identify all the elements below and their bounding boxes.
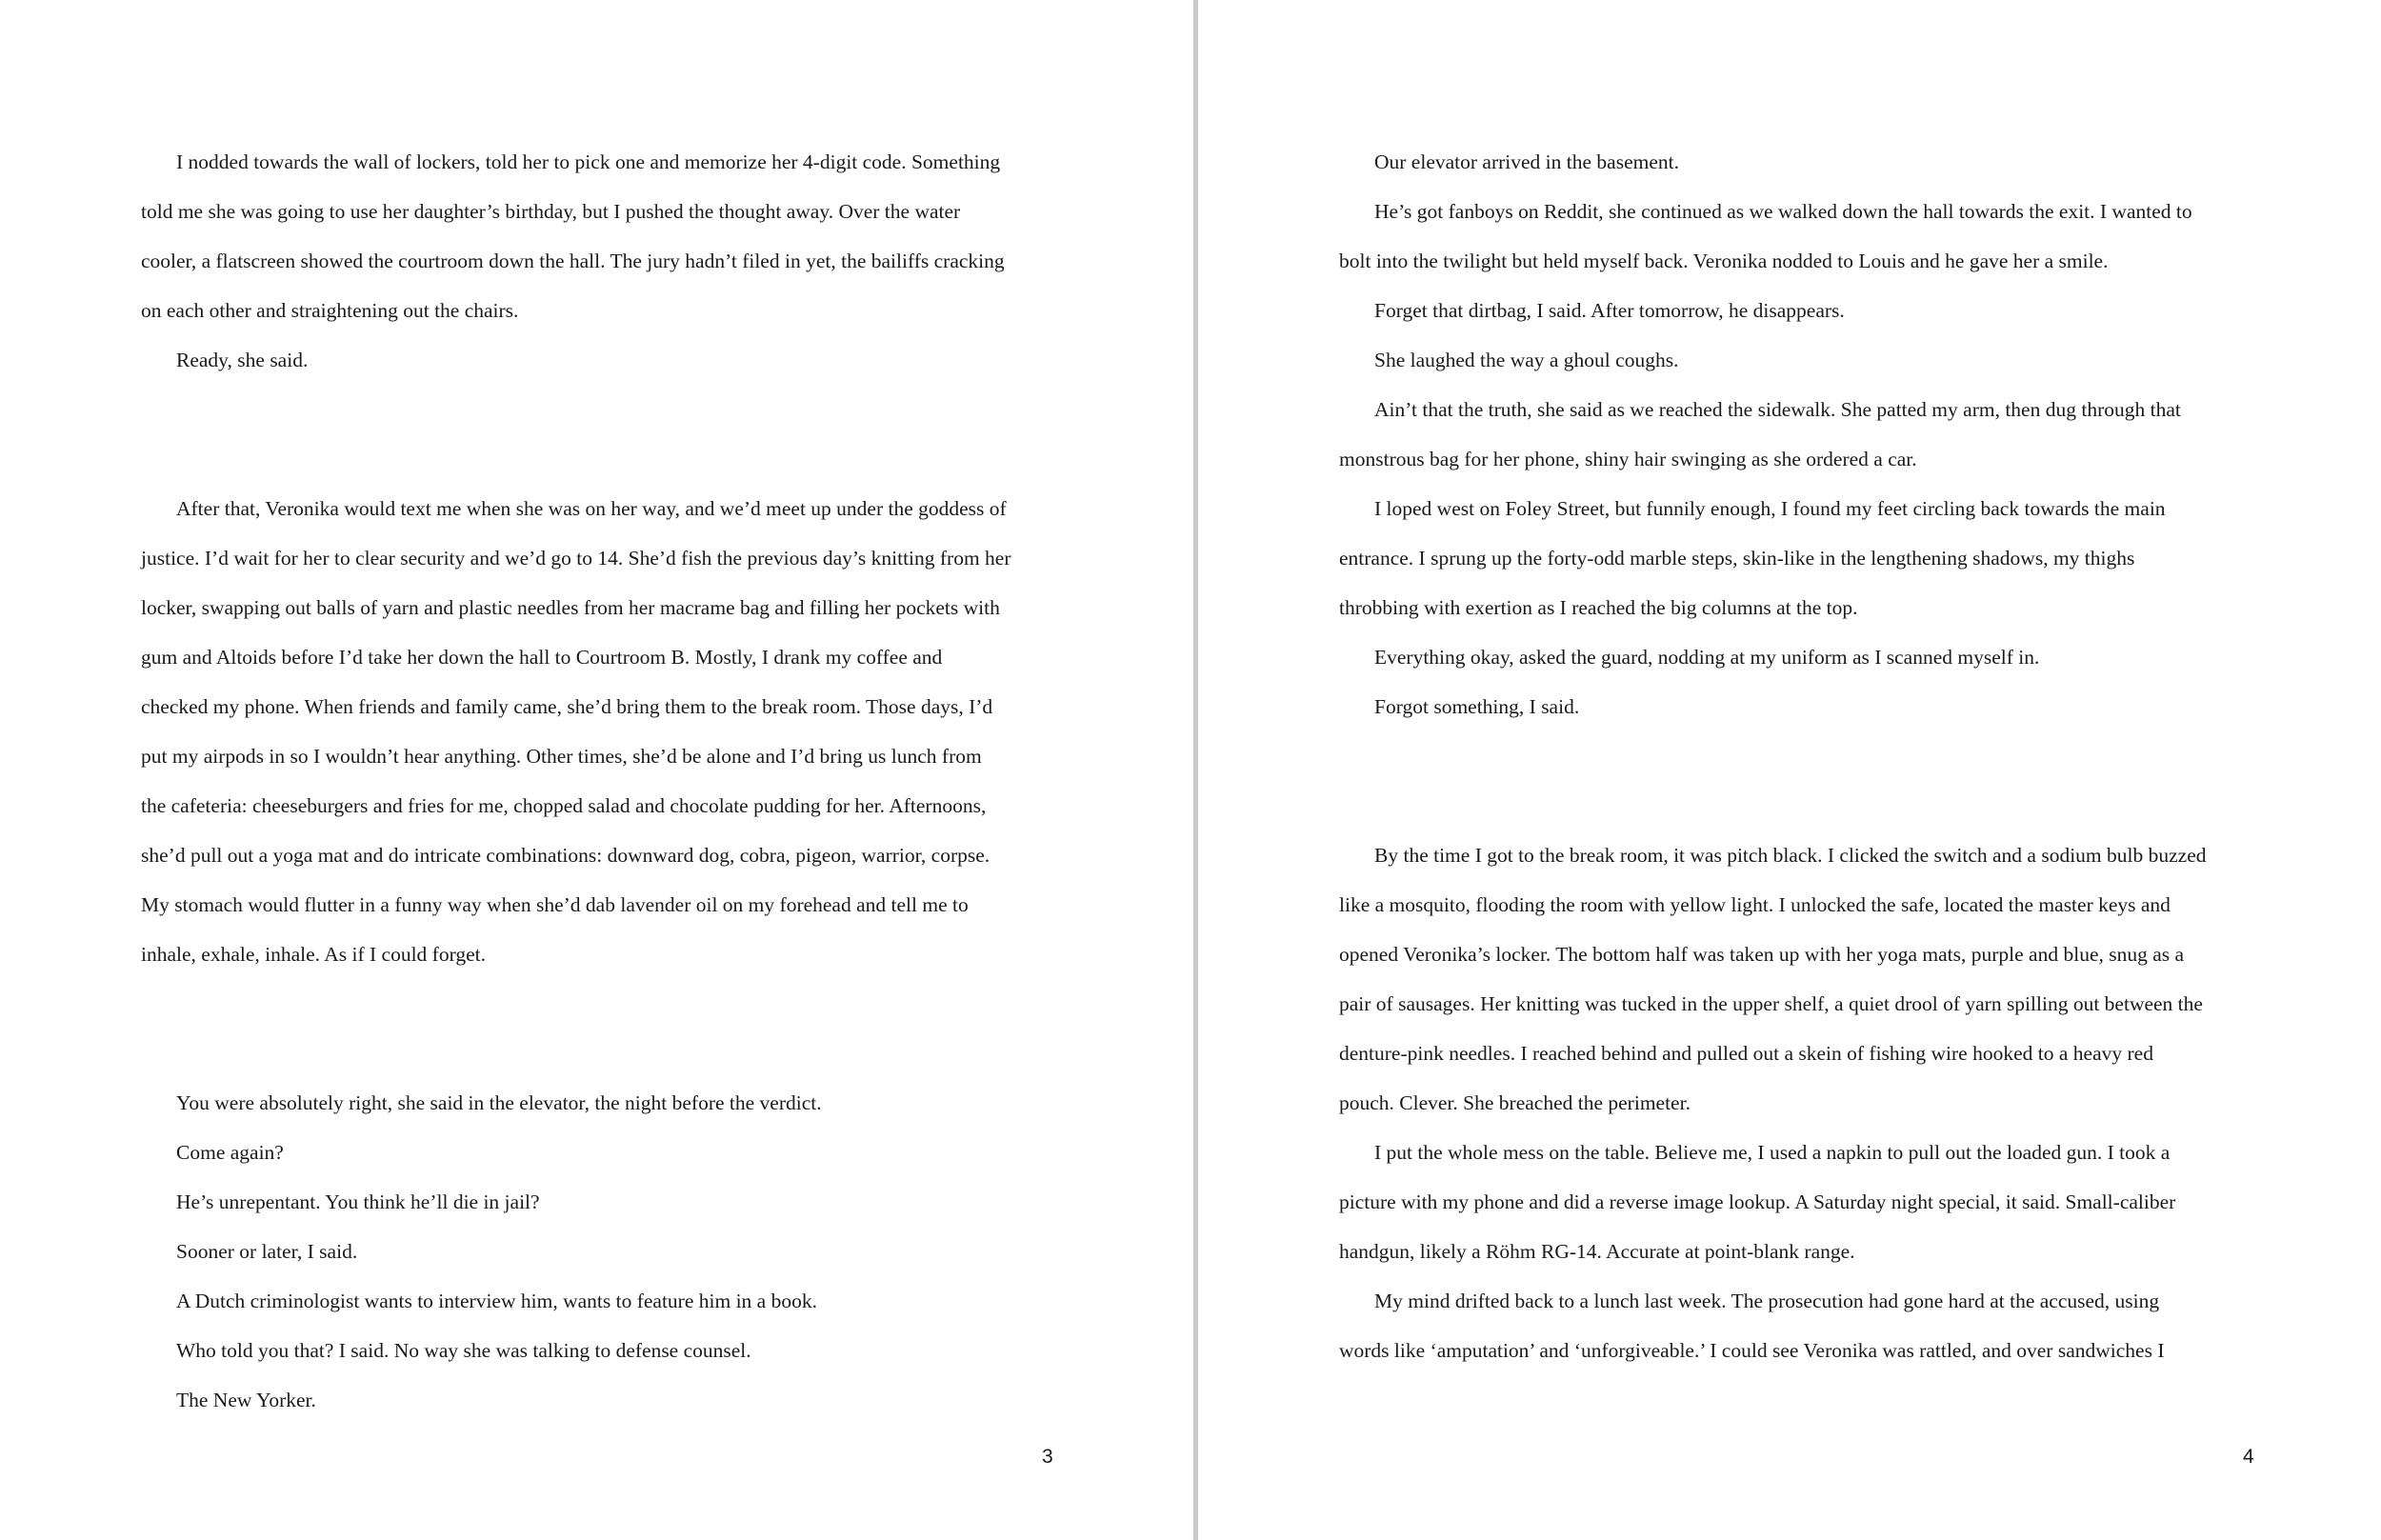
section-1 — [141, 137, 1061, 385]
text-line: words like ‘amputation’ and ‘unforgiveable.’ I could see Veronika was rattled, and over sandwiches I — [1339, 1339, 2165, 1362]
text-line: Sooner or later, I said. — [176, 1240, 358, 1263]
text-line: picture with my phone and did a reverse image lookup. A Saturday night special, it said. Small-caliber — [1339, 1190, 2176, 1213]
text-line: the cafeteria: cheeseburgers and fries for me, chopped salad and chocolate pudding for her. Afternoons, — [141, 794, 987, 817]
section-2 — [141, 484, 1061, 979]
paragraph — [1339, 335, 2259, 385]
text-line: locker, swapping out balls of yarn and plastic needles from her macrame bag and filling her pockets with — [141, 596, 1000, 619]
paragraph — [141, 1177, 1061, 1227]
text-line: I put the whole mess on the table. Believe me, I used a napkin to pull out the loaded gun. I took a — [1374, 1141, 2171, 1164]
section-1 — [1339, 137, 2259, 731]
text-line: denture-pink needles. I reached behind and pulled out a skein of fishing wire hooked to a heavy red — [1339, 1042, 2153, 1065]
text-line: Ready, she said. — [176, 349, 309, 371]
paragraph — [1339, 682, 2259, 731]
text-line: inhale, exhale, inhale. As if I could forget. — [141, 943, 487, 966]
paragraph — [1339, 1276, 2259, 1375]
page-number: 4 — [2243, 1446, 2254, 1468]
text-line: She laughed the way a ghoul coughs. — [1374, 349, 1679, 371]
text-line: I nodded towards the wall of lockers, told her to pick one and memorize her 4-digit code. Something — [176, 150, 1001, 173]
section-3 — [141, 1078, 1061, 1425]
page-4 — [1198, 0, 2381, 1540]
paragraph — [141, 1227, 1061, 1276]
page-number: 3 — [1042, 1446, 1053, 1468]
text-line: monstrous bag for her phone, shiny hair swinging as she ordered a car. — [1339, 448, 1917, 470]
paragraph — [141, 137, 1061, 335]
paragraph — [141, 1078, 1061, 1128]
text-line: Come again? — [176, 1141, 284, 1164]
text-line: on each other and straightening out the chairs. — [141, 299, 519, 322]
text-line: entrance. I sprung up the forty-odd marble steps, skin-like in the lengthening shadows, my thighs — [1339, 547, 2135, 570]
paragraph — [141, 1276, 1061, 1326]
text-line: cooler, a flatscreen showed the courtroom down the hall. The jury hadn’t filed in yet, the bailiffs cracking — [141, 250, 1005, 272]
text-line: My mind drifted back to a lunch last week. The prosecution had gone hard at the accused, using — [1374, 1290, 2160, 1312]
section-break — [1339, 731, 2259, 830]
text-line: bolt into the twilight but held myself back. Veronika nodded to Louis and he gave her a smile. — [1339, 250, 2109, 272]
paragraph — [1339, 484, 2259, 632]
paragraph — [1339, 187, 2259, 286]
paragraph — [1339, 385, 2259, 484]
text-line: He’s unrepentant. You think he’ll die in jail? — [176, 1190, 540, 1213]
text-line: Who told you that? I said. No way she was talking to defense counsel. — [176, 1339, 751, 1362]
paragraph — [1339, 137, 2259, 187]
section-break — [141, 979, 1061, 1078]
paragraph — [141, 335, 1061, 385]
text-line: You were absolutely right, she said in the elevator, the night before the verdict. — [176, 1091, 822, 1114]
page-3-text — [141, 137, 1061, 1425]
paragraph — [1339, 632, 2259, 682]
text-line: My stomach would flutter in a funny way when she’d dab lavender oil on my forehead and tell me to — [141, 893, 969, 916]
text-line: Everything okay, asked the guard, nodding at my uniform as I scanned myself in. — [1374, 646, 2040, 669]
text-line: she’d pull out a yoga mat and do intricate combinations: downward dog, cobra, pigeon, warrior, corpse. — [141, 844, 990, 867]
text-line: told me she was going to use her daughter’s birthday, but I pushed the thought away. Over the water — [141, 200, 961, 223]
text-line: like a mosquito, flooding the room with yellow light. I unlocked the safe, located the master keys and — [1339, 893, 2171, 916]
text-line: Ain’t that the truth, she said as we reached the sidewalk. She patted my arm, then dug through that — [1374, 398, 2181, 421]
section-2 — [1339, 830, 2259, 1375]
paragraph — [141, 1326, 1061, 1375]
text-line: Forgot something, I said. — [1374, 695, 1580, 718]
text-line: I loped west on Foley Street, but funnily enough, I found my feet circling back towards the main — [1374, 497, 2166, 520]
text-line: Our elevator arrived in the basement. — [1374, 150, 1679, 173]
text-line: Forget that dirtbag, I said. After tomorrow, he disappears. — [1374, 299, 1845, 322]
text-line: He’s got fanboys on Reddit, she continued as we walked down the hall towards the exit. I wanted to — [1374, 200, 2192, 223]
page-4-text — [1339, 137, 2259, 1375]
paragraph — [1339, 286, 2259, 335]
text-line: pair of sausages. Her knitting was tucked in the upper shelf, a quiet drool of yarn spilling out between the — [1339, 992, 2203, 1015]
text-line: handgun, likely a Röhm RG-14. Accurate at point-blank range. — [1339, 1240, 1855, 1263]
text-line: justice. I’d wait for her to clear security and we’d go to 14. She’d fish the previous day’s knitting from her — [141, 547, 1011, 570]
text-line: throbbing with exertion as I reached the big columns at the top. — [1339, 596, 1858, 619]
text-line: put my airpods in so I wouldn’t hear anything. Other times, she’d be alone and I’d bring us lunch from — [141, 745, 982, 768]
text-line: A Dutch criminologist wants to interview him, wants to feature him in a book. — [176, 1290, 817, 1312]
paragraph — [1339, 830, 2259, 1128]
text-line: gum and Altoids before I’d take her down the hall to Courtroom B. Mostly, I drank my coffee and — [141, 646, 943, 669]
text-line: After that, Veronika would text me when she was on her way, and we’d meet up under the goddess of — [176, 497, 1007, 520]
paragraph — [141, 1375, 1061, 1425]
text-line: pouch. Clever. She breached the perimeter. — [1339, 1091, 1691, 1114]
paragraph — [1339, 1128, 2259, 1276]
paragraph — [141, 484, 1061, 979]
text-line: checked my phone. When friends and family came, she’d bring them to the break room. Those days, I’d — [141, 695, 993, 718]
section-break — [141, 385, 1061, 484]
text-line: opened Veronika’s locker. The bottom half was taken up with her yoga mats, purple and blue, snug as a — [1339, 943, 2185, 966]
text-line: By the time I got to the break room, it was pitch black. I clicked the switch and a sodium bulb buzzed — [1374, 844, 2207, 867]
paragraph — [141, 1128, 1061, 1177]
text-line: The New Yorker. — [176, 1389, 316, 1411]
